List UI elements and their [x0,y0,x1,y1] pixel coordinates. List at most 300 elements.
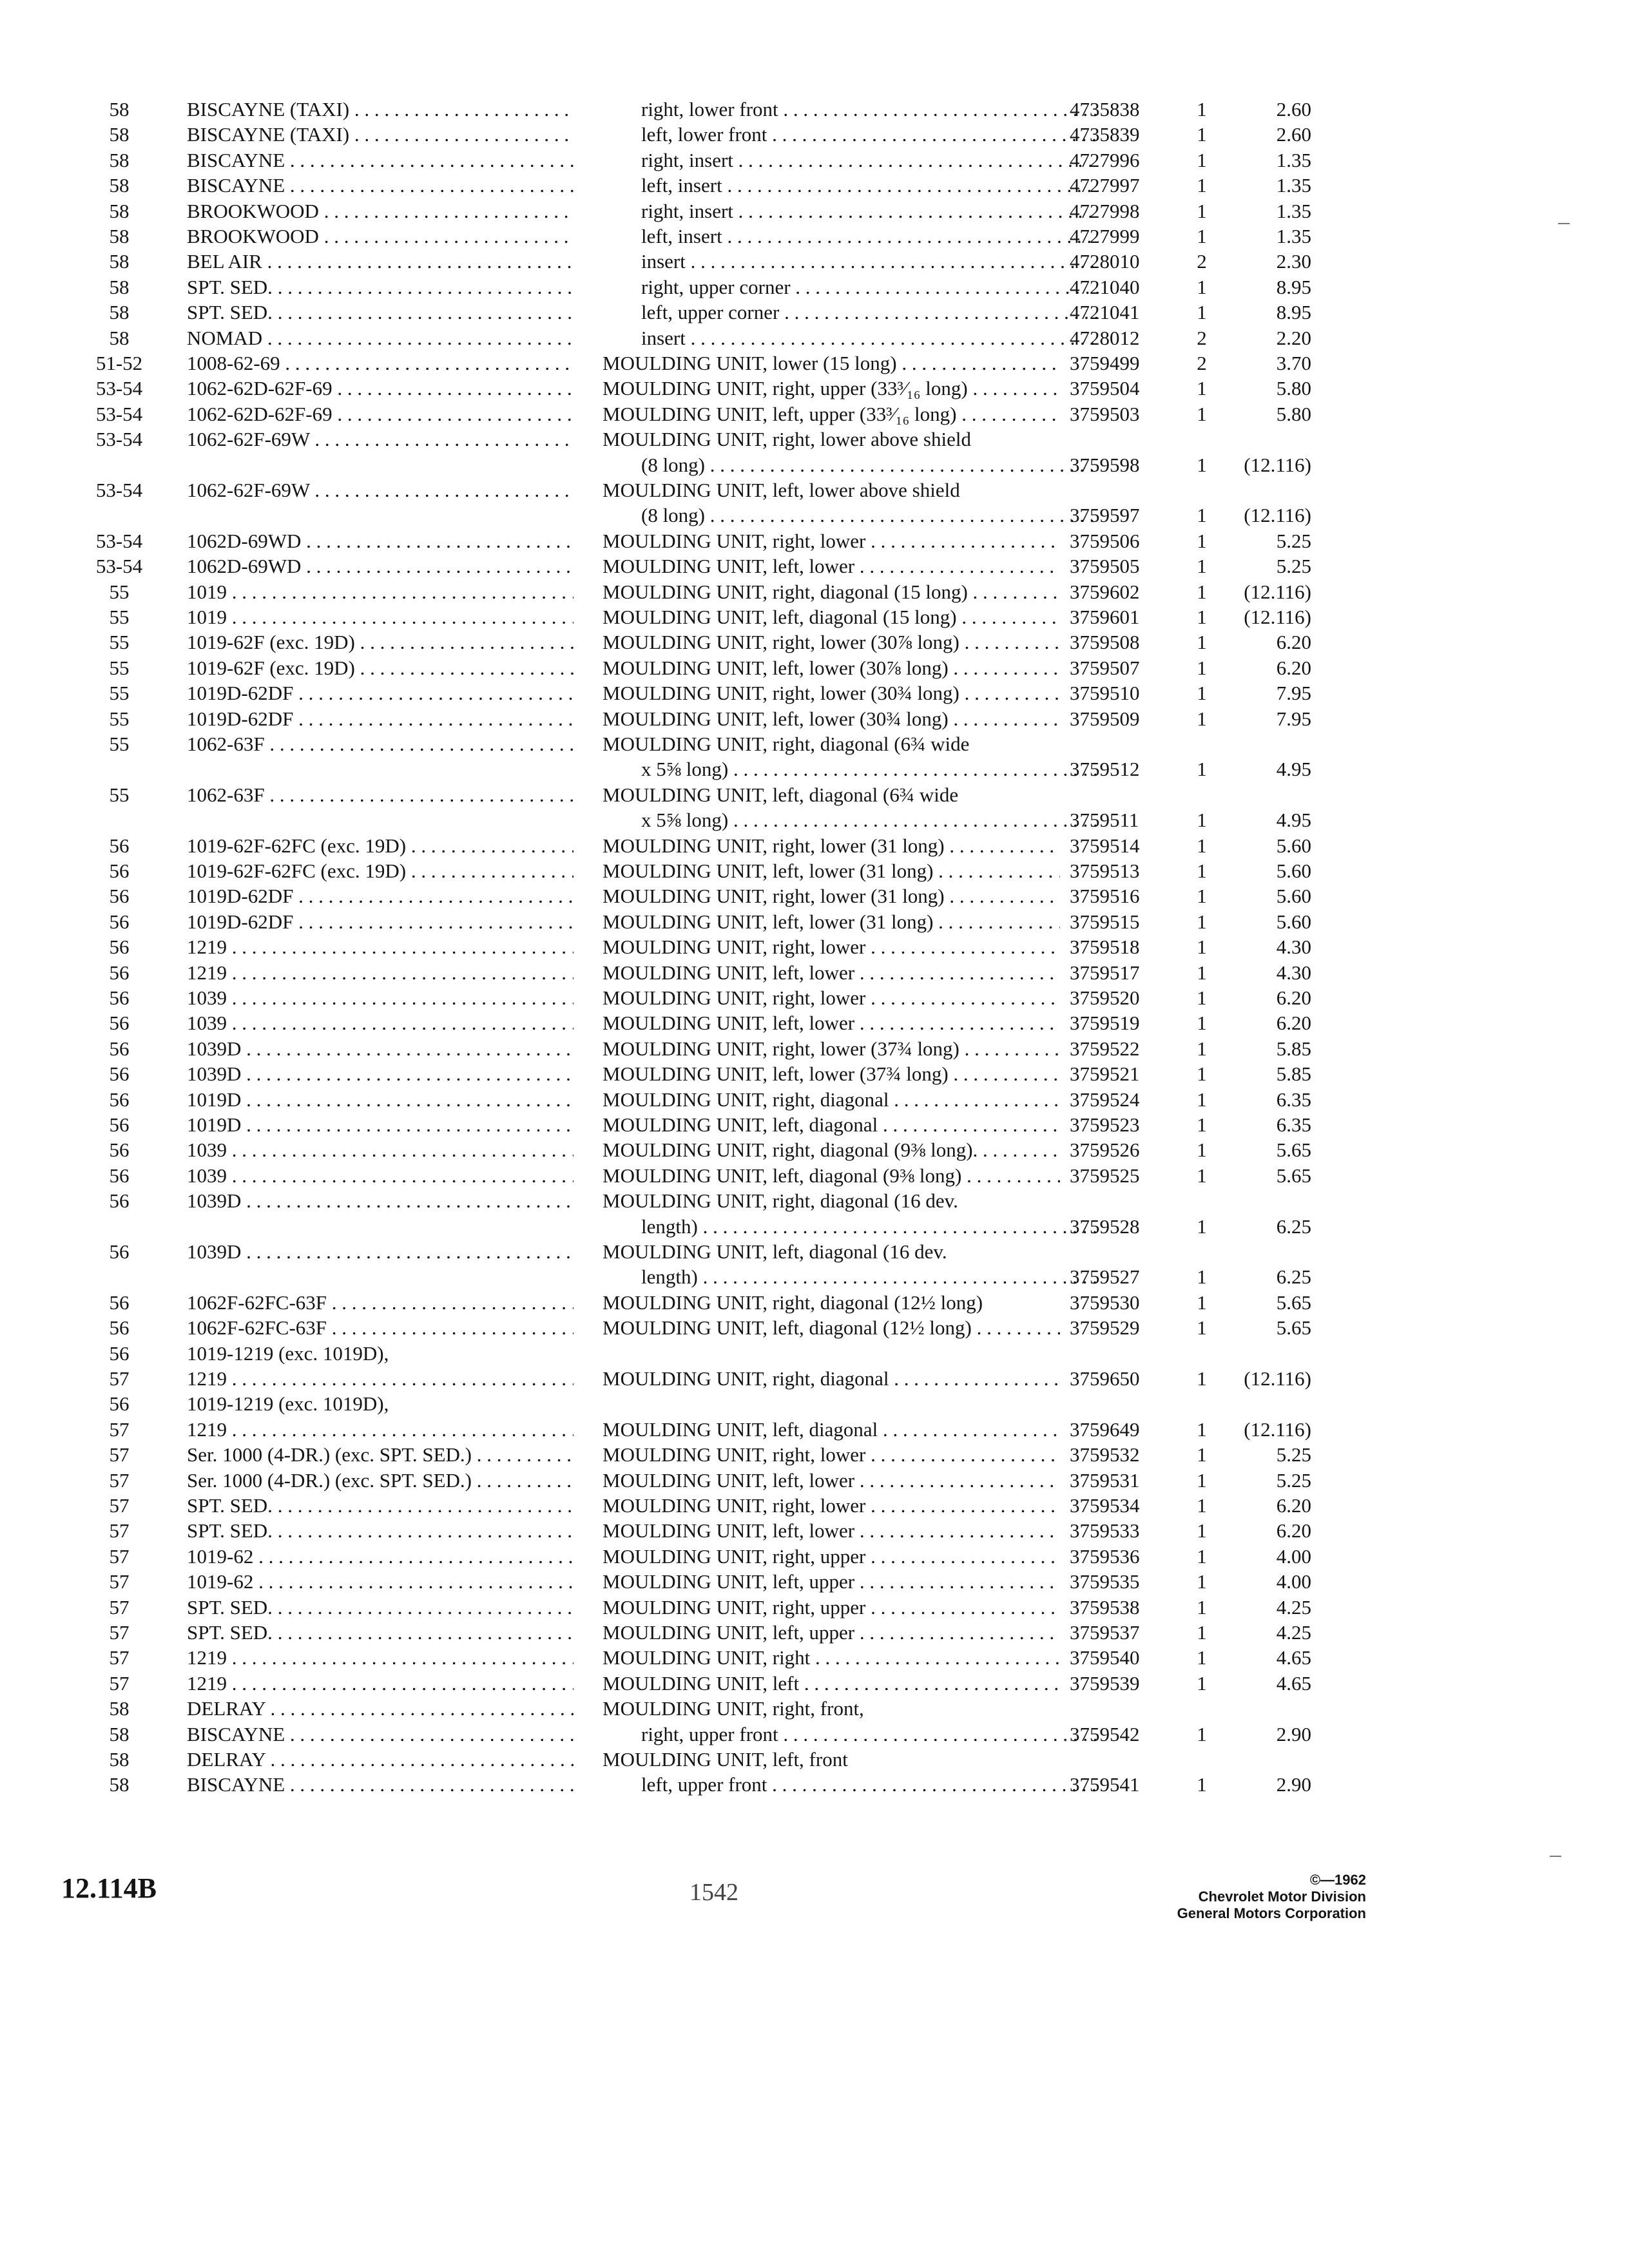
year-cell: 56 [109,986,130,1009]
quantity-cell: 1 [1197,758,1207,780]
year-cell: 56 [109,1164,130,1187]
year-cell: 55 [109,631,130,653]
year-cell: 58 [109,98,130,120]
part-number-cell: 3759597 [1070,504,1140,526]
quantity-cell: 1 [1197,606,1207,628]
model-cell: 1062-62D-62F-69 . . . [187,376,574,401]
price-cell: 5.85 [1276,1037,1311,1060]
model-cell: BROOKWOOD . . . [187,224,574,249]
price-cell: (12.116) [1244,504,1311,526]
price-cell: 4.25 [1276,1621,1311,1644]
part-number-cell: 3759650 [1070,1367,1140,1390]
model-cell: 1019 . . . [187,604,574,630]
description-cell: right, upper front . . . [602,1722,1099,1747]
table-row [0,300,1629,325]
description-cell: right, upper corner . . . [602,274,1099,300]
quantity-cell: 1 [1197,834,1207,857]
price-cell: (12.116) [1244,1367,1311,1390]
description-cell: MOULDING UNIT, left, front [602,1748,848,1771]
description-cell: MOULDING UNIT, right, lower (31 long) . . . [602,833,1060,859]
table-row [0,655,1629,681]
year-cell: 57 [109,1672,130,1695]
quantity-cell: 1 [1197,1773,1207,1796]
description-cell: MOULDING UNIT, right, lower (31 long) . . . [602,883,1060,909]
model-cell: 1039 . . . [187,1163,574,1189]
description-cell: MOULDING UNIT, right, diagonal . . . [602,1366,1060,1392]
part-number-cell: 3759514 [1070,834,1140,857]
year-cell: 56 [109,961,130,984]
quantity-cell: 1 [1197,454,1207,476]
model-cell: 1019 . . . [187,579,574,605]
scan-mark [1550,1856,1561,1857]
year-cell: 53-54 [95,377,143,399]
year-cell: 56 [109,1037,130,1060]
model-cell: 1019-62 . . . [187,1544,574,1570]
table-row [0,1087,1629,1113]
description-cell: insert . . . [602,325,1099,351]
model-cell: 1039D . . . [187,1188,574,1214]
year-cell: 56 [109,834,130,857]
year-cell: 58 [109,1723,130,1745]
quantity-cell: 1 [1197,276,1207,298]
quantity-cell: 1 [1197,707,1207,730]
price-cell: 1.35 [1276,225,1311,247]
table-row [0,833,1629,859]
description-cell: MOULDING UNIT, left, diagonal (6¾ wide [602,783,959,806]
part-number-cell: 3759649 [1070,1418,1140,1441]
table-row [0,452,1629,478]
part-number-cell: 3759509 [1070,707,1140,730]
description-cell: MOULDING UNIT, left, lower (37¾ long) . . . [602,1061,1060,1087]
model-cell: DELRAY . . . [187,1696,574,1722]
year-cell: 55 [109,657,130,679]
section-number: 12.114B [61,1872,157,1904]
description-cell: right, insert . . . [602,148,1099,173]
year-cell: 56 [109,1062,130,1085]
table-row [0,1620,1629,1646]
part-number-cell: 3759511 [1070,809,1139,831]
quantity-cell: 1 [1197,1139,1207,1161]
table-row [0,1595,1629,1620]
table-row [0,756,1629,782]
model-cell: 1019-1219 (exc. 1019D), [187,1342,389,1365]
table-row [0,401,1629,427]
part-number-cell: 3759535 [1070,1570,1140,1593]
table-row [0,731,1629,757]
table-row [0,782,1629,808]
part-number-cell: 3759522 [1070,1037,1140,1060]
quantity-cell: 1 [1197,1164,1207,1187]
price-cell: (12.116) [1244,1418,1311,1441]
table-row [0,325,1629,351]
model-cell: 1019-1219 (exc. 1019D), [187,1392,389,1415]
part-number-cell: 3759598 [1070,454,1140,476]
model-cell: BISCAYNE . . . [187,1772,574,1798]
table-row [0,528,1629,554]
quantity-cell: 1 [1197,123,1207,146]
table-row [0,1137,1629,1163]
year-cell: 56 [109,1139,130,1161]
model-cell: 1019D . . . [187,1087,574,1113]
part-number-cell: 4735839 [1070,123,1140,146]
model-cell: 1019-62F-62FC (exc. 19D) . . . [187,858,574,884]
part-number-cell: 3759530 [1070,1291,1140,1314]
table-row [0,1341,1629,1367]
part-number-cell: 3759521 [1070,1062,1140,1085]
table-row [0,680,1629,706]
quantity-cell: 2 [1197,250,1207,273]
price-cell: 6.20 [1276,1012,1311,1034]
year-cell: 56 [109,885,130,907]
table-row [0,427,1629,452]
description-cell: MOULDING UNIT, right, diagonal (15 long) . . . [602,579,1060,605]
part-number-cell: 3759516 [1070,885,1140,907]
price-cell: 6.35 [1276,1113,1311,1136]
model-cell: 1019D-62DF . . . [187,909,574,935]
part-number-cell: 4727999 [1070,225,1140,247]
description-cell: right, insert . . . [602,198,1099,224]
quantity-cell: 1 [1197,936,1207,958]
year-cell: 51-52 [95,352,143,374]
price-cell: 5.25 [1276,1443,1311,1466]
part-number-cell: 4728010 [1070,250,1140,273]
price-cell: 5.25 [1276,530,1311,552]
price-cell: 5.65 [1276,1164,1311,1187]
table-row [0,477,1629,503]
year-cell: 55 [109,733,130,755]
model-cell: SPT. SED. . . . [187,300,574,325]
year-cell: 58 [109,250,130,273]
description-cell: left, insert . . . [602,173,1099,198]
quantity-cell: 1 [1197,1265,1207,1288]
description-cell: x 5⅝ long) . . . [602,756,1099,782]
quantity-cell: 2 [1197,327,1207,349]
table-row [0,1112,1629,1138]
table-row [0,1163,1629,1189]
year-cell: 55 [109,707,130,730]
table-row [0,1417,1629,1443]
quantity-cell: 2 [1197,352,1207,374]
quantity-cell: 1 [1197,1494,1207,1517]
quantity-cell: 1 [1197,961,1207,984]
model-cell: BISCAYNE . . . [187,148,574,173]
description-cell: length) . . . [602,1214,1099,1240]
description-cell: MOULDING UNIT, right, lower (30⅞ long) . . . [602,629,1060,655]
table-row [0,1696,1629,1722]
description-cell: MOULDING UNIT, left, lower (31 long) . . . [602,858,1060,884]
model-cell: 1062-62D-62F-69 . . . [187,401,574,427]
year-cell: 55 [109,783,130,806]
part-number-cell: 3759525 [1070,1164,1140,1187]
price-cell: 5.80 [1276,377,1311,399]
price-cell: 4.65 [1276,1646,1311,1669]
table-row [0,553,1629,579]
price-cell: 2.90 [1276,1773,1311,1796]
description-cell: MOULDING UNIT, right, diagonal . . . [602,1087,1060,1113]
part-number-cell: 3759519 [1070,1012,1140,1034]
year-cell: 55 [109,581,130,603]
table-row [0,934,1629,960]
part-number-cell: 3759602 [1070,581,1140,603]
description-cell: MOULDING UNIT, left, diagonal . . . [602,1417,1060,1443]
description-cell: MOULDING UNIT, left, lower (31 long) . . . [602,909,1060,935]
quantity-cell: 1 [1197,1646,1207,1669]
part-number-cell: 3759538 [1070,1596,1140,1619]
model-cell: 1219 . . . [187,1417,574,1443]
table-row [0,97,1629,122]
quantity-cell: 1 [1197,657,1207,679]
description-cell: MOULDING UNIT, right, lower above shield [602,428,971,450]
model-cell: BISCAYNE (TAXI) . . . [187,122,574,148]
description-cell: MOULDING UNIT, left, upper (33³⁄₁₆ long) . . . [602,401,1060,427]
table-row [0,376,1629,401]
model-cell: DELRAY . . . [187,1747,574,1773]
model-cell: 1062-63F . . . [187,782,574,808]
year-cell: 56 [109,1012,130,1034]
part-number-cell: 4727998 [1070,200,1140,222]
quantity-cell: 1 [1197,1621,1207,1644]
year-cell: 56 [109,1189,130,1212]
description-cell: MOULDING UNIT, left, lower . . . [602,553,1060,579]
part-number-cell: 4727997 [1070,174,1140,197]
quantity-cell: 1 [1197,1418,1207,1441]
table-row [0,1493,1629,1519]
price-cell: 6.35 [1276,1088,1311,1111]
price-cell: (12.116) [1244,454,1311,476]
price-cell: 5.60 [1276,860,1311,882]
description-cell: length) . . . [602,1264,1099,1290]
price-cell: 5.60 [1276,885,1311,907]
price-cell: 6.20 [1276,1494,1311,1517]
table-row [0,224,1629,249]
table-row [0,1468,1629,1494]
quantity-cell: 1 [1197,530,1207,552]
year-cell: 53-54 [95,428,143,450]
quantity-cell: 1 [1197,1570,1207,1593]
part-number-cell: 3759518 [1070,936,1140,958]
quantity-cell: 1 [1197,1469,1207,1492]
table-row [0,1772,1629,1798]
scan-mark [1558,223,1570,224]
quantity-cell: 1 [1197,1672,1207,1695]
model-cell: SPT. SED. . . . [187,1595,574,1620]
price-cell: 6.25 [1276,1215,1311,1238]
part-number-cell: 3759506 [1070,530,1140,552]
table-row [0,706,1629,732]
quantity-cell: 1 [1197,682,1207,704]
quantity-cell: 1 [1197,1545,1207,1568]
part-number-cell: 3759540 [1070,1646,1140,1669]
table-row [0,807,1629,833]
year-cell: 58 [109,149,130,171]
table-row [0,1010,1629,1036]
price-cell: 8.95 [1276,301,1311,323]
year-cell: 55 [109,682,130,704]
quantity-cell: 1 [1197,1088,1207,1111]
table-row [0,629,1629,655]
table-row [0,1214,1629,1240]
year-cell: 56 [109,1342,130,1365]
model-cell: SPT. SED. . . . [187,1493,574,1519]
model-cell: NOMAD . . . [187,325,574,351]
table-row [0,1671,1629,1696]
price-cell: 4.65 [1276,1672,1311,1695]
description-cell: MOULDING UNIT, right, upper (33³⁄₁₆ long) . . . [602,376,1060,401]
model-cell: BROOKWOOD . . . [187,198,574,224]
part-number-cell: 4721040 [1070,276,1140,298]
model-cell: BEL AIR . . . [187,249,574,274]
table-row [0,351,1629,376]
model-cell: 1062D-69WD . . . [187,528,574,554]
quantity-cell: 1 [1197,1113,1207,1136]
year-cell: 56 [109,936,130,958]
model-cell: 1019D-62DF . . . [187,883,574,909]
description-cell: MOULDING UNIT, left, lower . . . [602,1518,1060,1544]
part-number-cell: 3759504 [1070,377,1140,399]
part-number-cell: 3759499 [1070,352,1140,374]
part-number-cell: 4735838 [1070,98,1140,120]
part-number-cell: 3759529 [1070,1316,1140,1339]
quantity-cell: 1 [1197,1215,1207,1238]
table-row [0,274,1629,300]
part-number-cell: 3759526 [1070,1139,1140,1161]
quantity-cell: 1 [1197,860,1207,882]
year-cell: 58 [109,225,130,247]
table-row [0,1315,1629,1341]
quantity-cell: 1 [1197,1443,1207,1466]
part-number-cell: 3759532 [1070,1443,1140,1466]
part-number-cell: 3759533 [1070,1519,1140,1542]
price-cell: 6.20 [1276,986,1311,1009]
description-cell: MOULDING UNIT, right, diagonal (12½ long) [602,1291,983,1314]
year-cell: 57 [109,1443,130,1466]
year-cell: 58 [109,327,130,349]
model-cell: 1039D . . . [187,1036,574,1062]
part-number-cell: 4721041 [1070,301,1140,323]
year-cell: 57 [109,1469,130,1492]
description-cell: (8 long) . . . [602,452,1099,478]
part-number-cell: 3759520 [1070,986,1140,1009]
model-cell: 1219 . . . [187,934,574,960]
year-cell: 53-54 [95,530,143,552]
quantity-cell: 1 [1197,885,1207,907]
year-cell: 58 [109,301,130,323]
description-cell: MOULDING UNIT, left, upper . . . [602,1620,1060,1646]
price-cell: 4.00 [1276,1545,1311,1568]
price-cell: 5.60 [1276,910,1311,933]
description-cell: MOULDING UNIT, left, diagonal (16 dev. [602,1240,947,1263]
table-row [0,909,1629,935]
description-cell: MOULDING UNIT, left, lower . . . [602,1010,1060,1036]
price-cell: 6.25 [1276,1265,1311,1288]
part-number-cell: 3759534 [1070,1494,1140,1517]
description-cell: MOULDING UNIT, left, lower . . . [602,960,1060,986]
description-cell: MOULDING UNIT, left, diagonal (12½ long) . . . [602,1315,1060,1341]
quantity-cell: 1 [1197,809,1207,831]
part-number-cell: 3759601 [1070,606,1140,628]
model-cell: 1019-62F (exc. 19D) . . . [187,629,574,655]
model-cell: 1019D-62DF . . . [187,680,574,706]
price-cell: 5.80 [1276,403,1311,425]
corporation-name: General Motors Corporation [1177,1905,1366,1921]
part-number-cell: 3759527 [1070,1265,1140,1288]
year-cell: 55 [109,606,130,628]
description-cell: left, lower front . . . [602,122,1099,148]
model-cell: BISCAYNE . . . [187,173,574,198]
description-cell: MOULDING UNIT, right, upper . . . [602,1544,1060,1570]
quantity-cell: 1 [1197,1012,1207,1034]
table-row [0,1366,1629,1392]
model-cell: 1039 . . . [187,985,574,1011]
table-row [0,1518,1629,1544]
part-number-cell: 3759515 [1070,910,1140,933]
price-cell: 6.20 [1276,631,1311,653]
part-number-cell: 4727996 [1070,149,1140,171]
price-cell: 1.35 [1276,200,1311,222]
model-cell: 1219 . . . [187,1366,574,1392]
year-cell: 56 [109,1088,130,1111]
price-cell: 5.65 [1276,1316,1311,1339]
table-row [0,1239,1629,1265]
quantity-cell: 1 [1197,1062,1207,1085]
part-number-cell: 3759528 [1070,1215,1140,1238]
model-cell: 1039 . . . [187,1137,574,1163]
year-cell: 53-54 [95,403,143,425]
quantity-cell: 1 [1197,504,1207,526]
description-cell: MOULDING UNIT, right, lower . . . [602,1442,1060,1468]
table-row [0,1442,1629,1468]
year-cell: 57 [109,1519,130,1542]
price-cell: 5.65 [1276,1139,1311,1161]
part-number-cell: 3759524 [1070,1088,1140,1111]
year-cell: 57 [109,1545,130,1568]
year-cell: 57 [109,1570,130,1593]
price-cell: 2.30 [1276,250,1311,273]
description-cell: MOULDING UNIT, left, diagonal (9⅜ long) . . . [602,1163,1060,1189]
model-cell: 1008-62-69 . . . [187,351,574,376]
description-cell: MOULDING UNIT, left, lower above shield [602,479,960,501]
quantity-cell: 1 [1197,174,1207,197]
year-cell: 56 [109,1316,130,1339]
price-cell: 4.00 [1276,1570,1311,1593]
description-cell: MOULDING UNIT, left, upper . . . [602,1569,1060,1595]
description-cell: MOULDING UNIT, left, diagonal (15 long) . . . [602,604,1060,630]
price-cell: 4.95 [1276,758,1311,780]
price-cell: 4.95 [1276,809,1311,831]
description-cell: MOULDING UNIT, right, lower (37¾ long) . . . [602,1036,1060,1062]
table-row [0,173,1629,198]
quantity-cell: 1 [1197,301,1207,323]
model-cell: 1019-62 . . . [187,1569,574,1595]
part-number-cell: 3759505 [1070,555,1140,577]
year-cell: 57 [109,1596,130,1619]
description-cell: MOULDING UNIT, right, diagonal (16 dev. [602,1189,958,1212]
year-cell: 58 [109,1697,130,1720]
copyright-year: ©—1962 [1309,1872,1366,1888]
quantity-cell: 1 [1197,98,1207,120]
model-cell: Ser. 1000 (4-DR.) (exc. SPT. SED.) . . . [187,1442,574,1468]
quantity-cell: 1 [1197,631,1207,653]
table-row [0,1645,1629,1671]
quantity-cell: 1 [1197,910,1207,933]
part-number-cell: 3759513 [1070,860,1140,882]
price-cell: 5.25 [1276,555,1311,577]
description-cell: MOULDING UNIT, right, lower . . . [602,1493,1060,1519]
year-cell: 57 [109,1494,130,1517]
description-cell: MOULDING UNIT, right, lower (30¾ long) . . . [602,680,1060,706]
table-row [0,1391,1629,1417]
year-cell: 58 [109,1748,130,1771]
